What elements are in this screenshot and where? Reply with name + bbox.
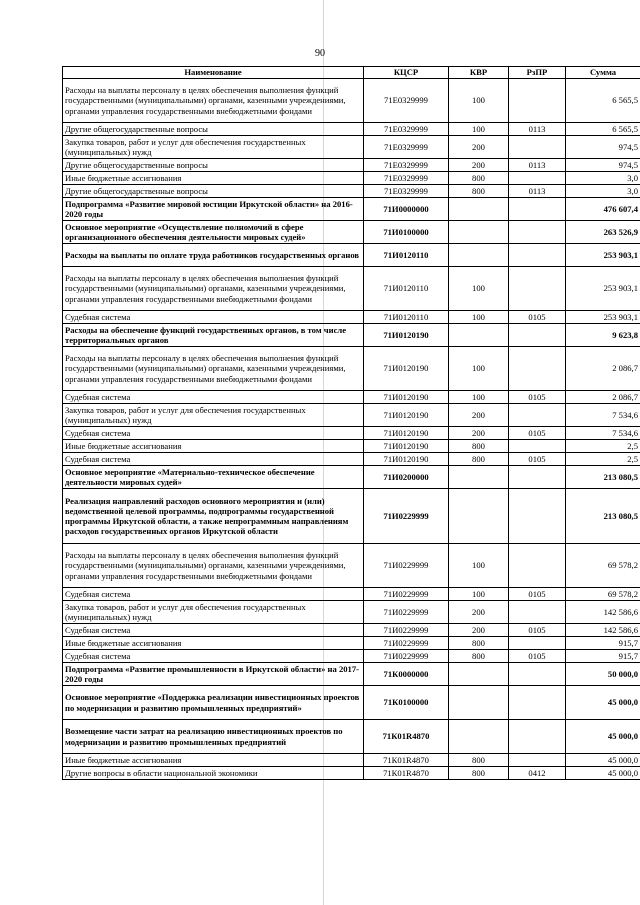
row-name: Другие общегосударственные вопросы [63, 185, 364, 198]
table-row [63, 767, 640, 780]
table-row [63, 466, 640, 489]
header-name: Наименование [63, 67, 364, 79]
row-name: Судебная система [63, 391, 364, 404]
row-kcsr: 71К0000000 [364, 663, 449, 686]
row-sum: 45 000,0 [566, 686, 640, 720]
row-sum: 69 578,2 [566, 544, 640, 588]
row-kcsr: 71И0120190 [364, 347, 449, 391]
row-kvr: 800 [449, 637, 509, 650]
row-name: Расходы на выплаты персоналу в целях обеспечения выполнения функций государственными (муниципальными) органами, казенными учреждениями, органами управления государственными внебюджетными фондами [63, 267, 364, 311]
row-kvr: 200 [449, 427, 509, 440]
row-rzpr [509, 720, 566, 754]
row-kvr: 100 [449, 311, 509, 324]
row-sum: 45 000,0 [566, 720, 640, 754]
row-kcsr: 71К01R4870 [364, 754, 449, 767]
row-rzpr: 0105 [509, 453, 566, 466]
row-kvr: 100 [449, 588, 509, 601]
row-name: Расходы на выплаты персоналу в целях обеспечения выполнения функций государственными (муниципальными) органами, казенными учреждениями, органами управления государственными внебюджетными фондами [63, 79, 364, 123]
row-sum: 253 903,1 [566, 267, 640, 311]
row-rzpr [509, 601, 566, 624]
table-row [63, 198, 640, 221]
row-kvr: 800 [449, 185, 509, 198]
table-row [63, 686, 640, 720]
row-name: Основное мероприятие «Материально-техническое обеспечение деятельности мировых судей» [63, 466, 364, 489]
table-row [63, 637, 640, 650]
row-name: Закупка товаров, работ и услуг для обеспечения государственных (муниципальных) нужд [63, 136, 364, 159]
row-rzpr [509, 244, 566, 267]
row-sum: 253 903,1 [566, 311, 640, 324]
row-name: Расходы на обеспечение функций государственных органов, в том числе территориальных органов [63, 324, 364, 347]
row-name: Иные бюджетные ассигнования [63, 172, 364, 185]
row-rzpr [509, 686, 566, 720]
row-sum: 50 000,0 [566, 663, 640, 686]
row-rzpr [509, 754, 566, 767]
header-kcsr: КЦСР [364, 67, 449, 79]
row-name: Судебная система [63, 588, 364, 601]
row-name: Расходы на выплаты персоналу в целях обеспечения выполнения функций государственными (муниципальными) органами, казенными учреждениями, органами управления государственными внебюджетными фондами [63, 544, 364, 588]
row-kcsr: 71И0120110 [364, 267, 449, 311]
row-name: Другие общегосударственные вопросы [63, 123, 364, 136]
row-rzpr [509, 79, 566, 123]
table-row [63, 624, 640, 637]
row-kcsr: 71И0229999 [364, 489, 449, 544]
row-name: Возмещение части затрат на реализацию инвестиционных проектов по модернизации и развитию промышленных предприятий [63, 720, 364, 754]
row-kvr: 200 [449, 159, 509, 172]
row-kvr: 200 [449, 624, 509, 637]
row-sum: 915,7 [566, 637, 640, 650]
row-name: Судебная система [63, 311, 364, 324]
row-kcsr: 71И0229999 [364, 637, 449, 650]
row-rzpr: 0113 [509, 185, 566, 198]
table-row [63, 404, 640, 427]
row-sum: 263 526,9 [566, 221, 640, 244]
table-row [63, 267, 640, 311]
row-kvr [449, 686, 509, 720]
table-row [63, 136, 640, 159]
row-rzpr: 0113 [509, 159, 566, 172]
table-row [63, 221, 640, 244]
row-rzpr [509, 637, 566, 650]
row-kvr [449, 466, 509, 489]
row-kcsr: 71К0100000 [364, 686, 449, 720]
row-kcsr: 71И0229999 [364, 601, 449, 624]
row-kcsr: 71К01R4870 [364, 720, 449, 754]
row-rzpr [509, 663, 566, 686]
row-kcsr: 71И0120190 [364, 453, 449, 466]
table-row [63, 720, 640, 754]
row-kcsr: 71И0120110 [364, 244, 449, 267]
row-rzpr [509, 347, 566, 391]
row-sum: 213 080,5 [566, 489, 640, 544]
row-name: Судебная система [63, 650, 364, 663]
row-rzpr: 0105 [509, 391, 566, 404]
row-kcsr: 71И0120190 [364, 440, 449, 453]
row-rzpr [509, 404, 566, 427]
row-sum: 69 578,2 [566, 588, 640, 601]
row-rzpr [509, 221, 566, 244]
row-kcsr: 71И0120190 [364, 391, 449, 404]
row-sum: 9 623,8 [566, 324, 640, 347]
row-name: Основное мероприятие «Осуществление полномочий в сфере организационного обеспечения деятельности мировых судей» [63, 221, 364, 244]
row-sum: 2 086,7 [566, 347, 640, 391]
row-name: Иные бюджетные ассигнования [63, 440, 364, 453]
table-row [63, 489, 640, 544]
row-rzpr: 0105 [509, 311, 566, 324]
row-rzpr [509, 489, 566, 544]
table-header-row [63, 67, 640, 79]
row-kvr: 200 [449, 601, 509, 624]
row-rzpr [509, 466, 566, 489]
row-kcsr: 71К01R4870 [364, 767, 449, 780]
row-name: Судебная система [63, 427, 364, 440]
row-sum: 45 000,0 [566, 767, 640, 780]
row-kcsr: 71И0120190 [364, 404, 449, 427]
row-kvr: 800 [449, 754, 509, 767]
table-row [63, 650, 640, 663]
row-kcsr: 71И0229999 [364, 624, 449, 637]
row-kvr: 200 [449, 136, 509, 159]
table-row [63, 185, 640, 198]
row-sum: 476 607,4 [566, 198, 640, 221]
table-row [63, 159, 640, 172]
table-row [63, 663, 640, 686]
row-kcsr: 71Е0329999 [364, 185, 449, 198]
row-kcsr: 71И0229999 [364, 544, 449, 588]
row-name: Реализация направлений расходов основного мероприятия и (или) ведомственной целевой программы, подпрограммы государственной программы Иркутской области, а также непрограммным направлениям расходов государственных органов Иркутской области [63, 489, 364, 544]
row-sum: 2,5 [566, 440, 640, 453]
row-name: Подпрограмма «Развитие промышленности в Иркутской области» на 2017-2020 годы [63, 663, 364, 686]
row-name: Другие общегосударственные вопросы [63, 159, 364, 172]
row-name: Судебная система [63, 453, 364, 466]
row-kvr: 100 [449, 391, 509, 404]
row-kcsr: 71И0200000 [364, 466, 449, 489]
row-kvr [449, 244, 509, 267]
table-row [63, 601, 640, 624]
header-sum: Сумма [566, 67, 640, 79]
table-row [63, 391, 640, 404]
row-kcsr: 71Е0329999 [364, 79, 449, 123]
row-kcsr: 71И0120190 [364, 324, 449, 347]
table-row [63, 440, 640, 453]
row-kvr: 800 [449, 767, 509, 780]
table-row [63, 453, 640, 466]
row-sum: 2 086,7 [566, 391, 640, 404]
row-kvr: 800 [449, 440, 509, 453]
row-sum: 45 000,0 [566, 754, 640, 767]
row-rzpr: 0412 [509, 767, 566, 780]
row-sum: 6 565,5 [566, 79, 640, 123]
table-row [63, 324, 640, 347]
row-rzpr [509, 198, 566, 221]
row-kcsr: 71И0000000 [364, 198, 449, 221]
table-row [63, 172, 640, 185]
row-sum: 142 586,6 [566, 601, 640, 624]
header-kvr: КВР [449, 67, 509, 79]
row-kcsr: 71Е0329999 [364, 172, 449, 185]
row-sum: 974,5 [566, 136, 640, 159]
table-row [63, 347, 640, 391]
row-kvr [449, 489, 509, 544]
row-kvr: 100 [449, 544, 509, 588]
row-kcsr: 71Е0329999 [364, 136, 449, 159]
table-row [63, 427, 640, 440]
row-name: Основное мероприятие «Поддержка реализации инвестиционных проектов по модернизации и развитию промышленных предприятий» [63, 686, 364, 720]
row-name: Иные бюджетные ассигнования [63, 637, 364, 650]
row-sum: 2,5 [566, 453, 640, 466]
budget-table [62, 66, 640, 780]
row-sum: 3,0 [566, 172, 640, 185]
row-rzpr [509, 324, 566, 347]
row-rzpr: 0113 [509, 123, 566, 136]
row-name: Иные бюджетные ассигнования [63, 754, 364, 767]
row-kvr: 800 [449, 453, 509, 466]
row-sum: 7 534,6 [566, 427, 640, 440]
row-kvr: 800 [449, 650, 509, 663]
row-rzpr: 0105 [509, 624, 566, 637]
row-name: Расходы на выплаты по оплате труда работников государственных органов [63, 244, 364, 267]
row-sum: 253 903,1 [566, 244, 640, 267]
row-name: Подпрограмма «Развитие мировой юстиции Иркутской области» на 2016-2020 годы [63, 198, 364, 221]
row-kvr: 100 [449, 123, 509, 136]
row-kvr [449, 221, 509, 244]
row-kvr [449, 663, 509, 686]
row-name: Другие вопросы в области национальной экономики [63, 767, 364, 780]
table-row [63, 123, 640, 136]
row-kcsr: 71И0229999 [364, 588, 449, 601]
table-row [63, 588, 640, 601]
row-kcsr: 71И0100000 [364, 221, 449, 244]
row-rzpr: 0105 [509, 650, 566, 663]
row-kvr: 100 [449, 347, 509, 391]
row-sum: 7 534,6 [566, 404, 640, 427]
header-rzpr: РзПР [509, 67, 566, 79]
row-name: Расходы на выплаты персоналу в целях обеспечения выполнения функций государственными (муниципальными) органами, казенными учреждениями, органами управления государственными внебюджетными фондами [63, 347, 364, 391]
row-kcsr: 71И0120110 [364, 311, 449, 324]
row-rzpr [509, 136, 566, 159]
row-rzpr: 0105 [509, 588, 566, 601]
row-kvr [449, 198, 509, 221]
row-kcsr: 71И0120190 [364, 427, 449, 440]
row-rzpr [509, 440, 566, 453]
row-sum: 974,5 [566, 159, 640, 172]
row-kvr: 100 [449, 79, 509, 123]
table-body [63, 79, 640, 780]
row-rzpr [509, 267, 566, 311]
row-sum: 6 565,5 [566, 123, 640, 136]
row-sum: 3,0 [566, 185, 640, 198]
row-sum: 915,7 [566, 650, 640, 663]
row-name: Судебная система [63, 624, 364, 637]
row-name: Закупка товаров, работ и услуг для обеспечения государственных (муниципальных) нужд [63, 601, 364, 624]
row-rzpr [509, 172, 566, 185]
row-kcsr: 71Е0329999 [364, 159, 449, 172]
row-rzpr [509, 544, 566, 588]
table-row [63, 311, 640, 324]
table-row [63, 754, 640, 767]
row-sum: 142 586,6 [566, 624, 640, 637]
row-kvr [449, 720, 509, 754]
row-sum: 213 080,5 [566, 466, 640, 489]
row-kvr: 100 [449, 267, 509, 311]
table-row [63, 544, 640, 588]
table-row [63, 79, 640, 123]
row-rzpr: 0105 [509, 427, 566, 440]
row-kcsr: 71И0229999 [364, 650, 449, 663]
row-name: Закупка товаров, работ и услуг для обеспечения государственных (муниципальных) нужд [63, 404, 364, 427]
row-kvr: 200 [449, 404, 509, 427]
table-row [63, 244, 640, 267]
page-number: 90 [315, 48, 325, 59]
row-kvr [449, 324, 509, 347]
row-kcsr: 71Е0329999 [364, 123, 449, 136]
row-kvr: 800 [449, 172, 509, 185]
